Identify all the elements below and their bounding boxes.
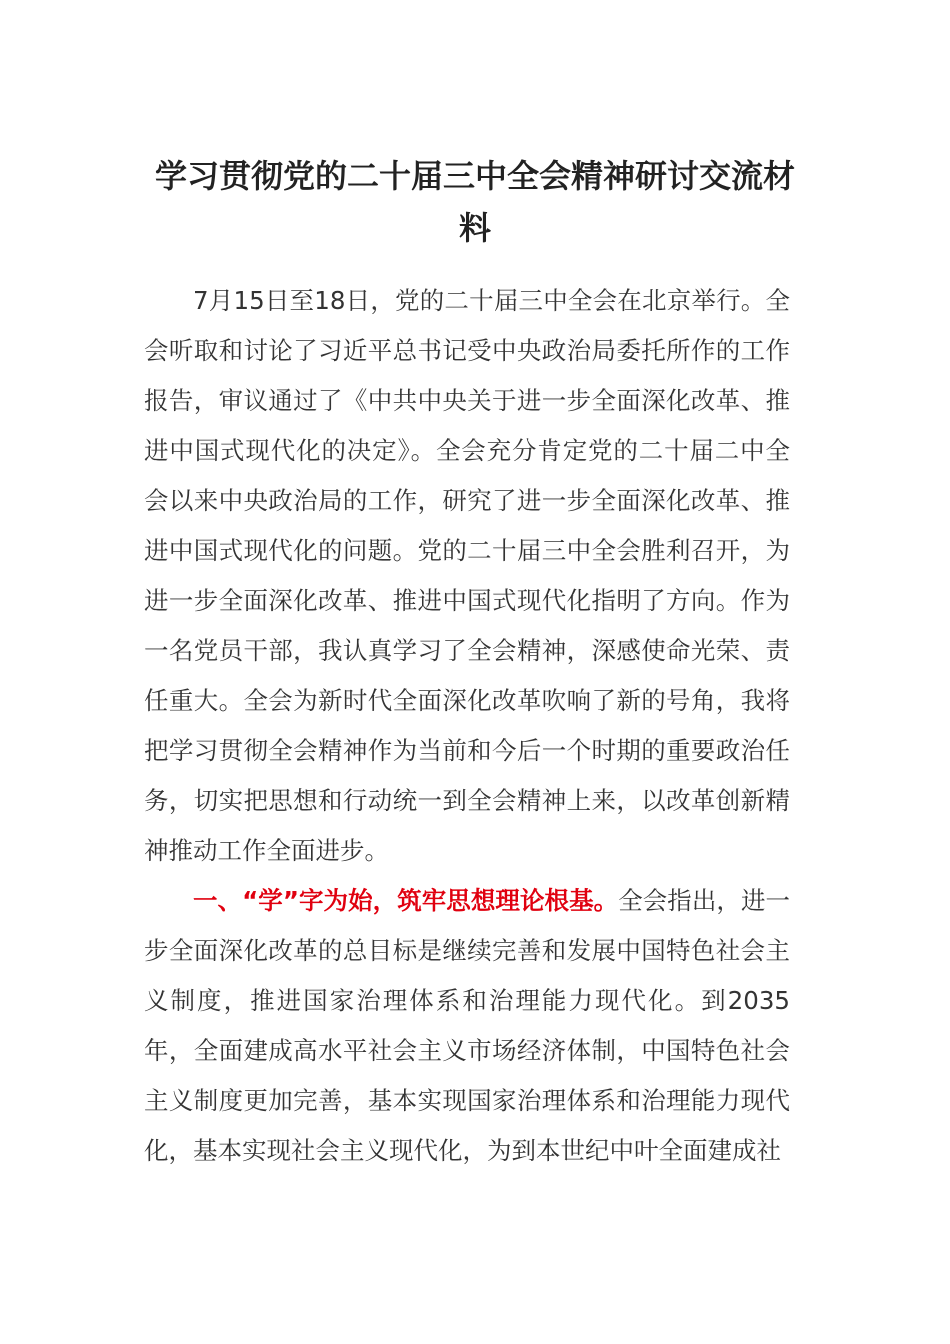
document-body: [144, 276, 790, 1176]
section-1-text: 全会指出，进一步全面深化改革的总目标是继续完善和发展中国特色社会主义制度，推进国家治理体系和治理能力现代化。到2035年，全面建成高水平社会主义市场经济体制，中国特色社会主义制度更加完善，基本实现国家治理体系和治理能力现代化，基本实现社会主义现代化，为到本世纪中叶全面建成社: [144, 886, 791, 1165]
document-title: 学习贯彻党的二十届三中全会精神研讨交流材料: [154, 157, 795, 247]
paragraph-intro: [144, 276, 790, 876]
section-1-heading: 一、“学”字为始，筑牢思想理论根基。: [193, 886, 619, 915]
paragraph-intro-text: 7月15日至18日，党的二十届三中全会在北京举行。全会听取和讨论了习近平总书记受中央政治局委托所作的工作报告，审议通过了《中共中央关于进一步全面深化改革、推进中国式现代化的决定》。全会充分肯定党的二十届二中全会以来中央政治局的工作，研究了进一步全面深化改革、推进中国式现代化的问题。党的二十届三中全会胜利召开，为进一步全面深化改革、推进中国式现代化指明了方向。作为一名党员干部，我认真学习了全会精神，深感使命光荣、责任重大。全会为新时代全面深化改革吹响了新的号角，我将把学习贯彻全会精神作为当前和今后一个时期的重要政治任务，切实把思想和行动统一到全会精神上来，以改革创新精神推动工作全面进步。: [144, 286, 790, 865]
paragraph-section-1: [144, 876, 790, 1176]
